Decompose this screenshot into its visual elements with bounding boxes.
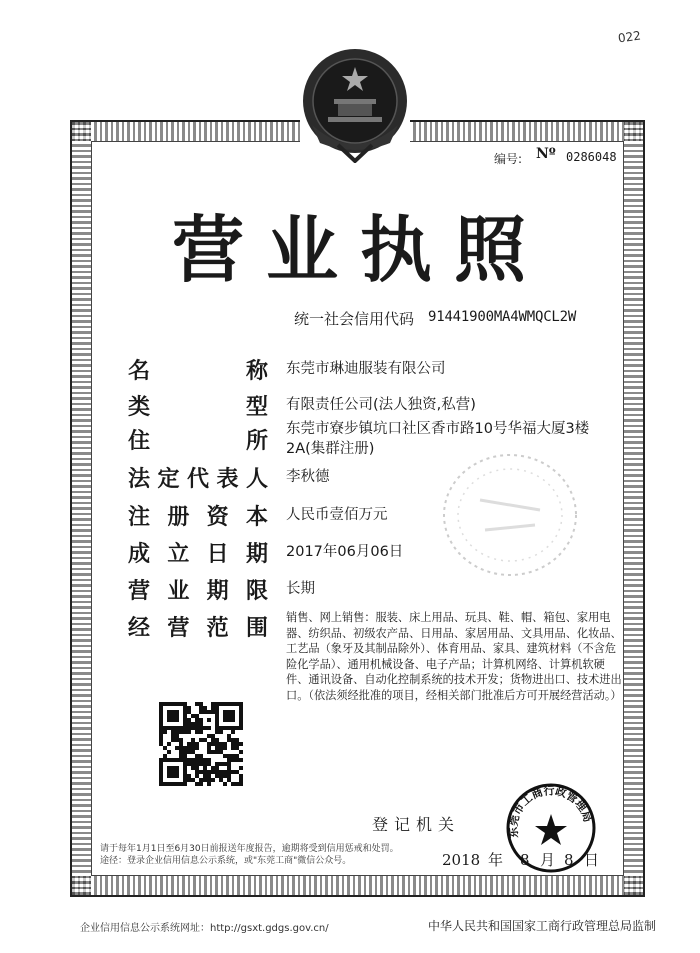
label-char: 围 (245, 616, 268, 641)
license-title: 营业执照 (172, 208, 549, 292)
company-name: 东莞市琳迪服装有限公司 (286, 361, 446, 377)
label-char: 日 (206, 542, 229, 567)
business-scope: 销售、网上销售：服装、床上用品、玩具、鞋、帽、箱包、家用电器、纺织品、初级农产品、日用品、家居用品、文具用品、化妆品、工艺品（象牙及其制品除外）、体育用品、家具、建筑材料（不含危险化学品）、通用机械设备、电子产品；计算机网络、计算机软硬件、通讯设备、自动化控制系统的技术开发；货物进出口、技术进出口。（依法须经批准的项目，经相关部门批准后方可开展经营活动。） (286, 611, 622, 702)
official-seal-icon (505, 782, 600, 874)
label-char: 定 (157, 467, 180, 492)
national-emblem-icon (298, 45, 412, 163)
label-char: 人 (245, 467, 268, 492)
label-char: 册 (167, 505, 190, 530)
field-label-legal-rep (128, 462, 268, 493)
faint-seal-icon (440, 450, 580, 580)
label-char: 业 (167, 579, 190, 604)
label-char: 法 (128, 467, 151, 492)
issue-year-char: 年 (488, 851, 504, 869)
label-char: 本 (245, 505, 268, 530)
serial-no-mark: Nº (536, 146, 556, 162)
field-label-established (128, 537, 268, 568)
issue-year: 2018 (442, 851, 481, 869)
credit-code-value: 91441900MA4WMQCL2W (428, 309, 577, 325)
label-char: 成 (128, 542, 151, 567)
registration-authority: 登记机关 (372, 815, 461, 834)
label-char: 期 (206, 579, 229, 604)
handwritten-note: 022 (617, 28, 642, 46)
label-char: 资 (206, 505, 229, 530)
field-label-address (128, 424, 268, 455)
border-pattern-bottom (72, 876, 643, 895)
label-char: 住 (128, 429, 151, 454)
seal-text: 东莞市工商行政管理局 (506, 784, 595, 839)
issue-day-char: 日 (584, 851, 600, 869)
registered-capital: 人民币壹佰万元 (286, 507, 388, 523)
label-char: 型 (245, 395, 268, 420)
border-pattern-left (72, 122, 91, 895)
field-label-capital (128, 500, 268, 531)
label-char: 立 (167, 542, 190, 567)
company-type: 有限责任公司(法人独资,私营) (286, 397, 476, 413)
issue-month: 8 (520, 851, 530, 869)
annual-report-notice (100, 843, 399, 867)
field-label-scope (128, 611, 268, 642)
established-date: 2017年06月06日 (286, 544, 404, 560)
gsxt-website: 企业信用信息公示系统网址：http://gsxt.gdgs.gov.cn/ (80, 923, 329, 934)
label-char: 营 (167, 616, 190, 641)
border-pattern-right (624, 122, 643, 895)
notice-line-1: 请于每年1月1日至6月30日前报送年度报告，逾期将受到信用惩戒和处罚。 (100, 844, 399, 854)
label-char: 期 (245, 542, 268, 567)
issue-month-char: 月 (540, 851, 556, 869)
label-char: 名 (128, 359, 151, 384)
field-label-name (128, 354, 268, 385)
notice-line-2: 途径：登录企业信用信息公示系统，或"东莞工商"微信公众号。 (100, 856, 352, 866)
issue-day: 8 (564, 851, 574, 869)
label-char: 经 (128, 616, 151, 641)
label-char: 范 (206, 616, 229, 641)
credit-code-label: 统一社会信用代码 (294, 310, 415, 328)
label-char: 表 (216, 467, 239, 492)
legal-representative: 李秋德 (286, 469, 330, 485)
field-label-term (128, 574, 268, 605)
business-term: 长期 (286, 581, 315, 597)
label-char: 营 (128, 579, 151, 604)
supervisor-line: 中华人民共和国国家工商行政管理总局监制 (428, 919, 657, 933)
serial-label: 编号: (494, 152, 523, 166)
label-char: 称 (245, 359, 268, 384)
label-char: 注 (128, 505, 151, 530)
label-char: 限 (245, 579, 268, 604)
field-label-type (128, 390, 268, 421)
label-char: 所 (245, 429, 268, 454)
label-char: 类 (128, 395, 151, 420)
qr-code-icon (159, 702, 243, 786)
company-address: 东莞市寮步镇坑口社区香市路10号华福大厦3楼2A(集群注册) (286, 421, 590, 457)
label-char: 代 (186, 467, 209, 492)
serial-number: 0286048 (566, 150, 617, 164)
